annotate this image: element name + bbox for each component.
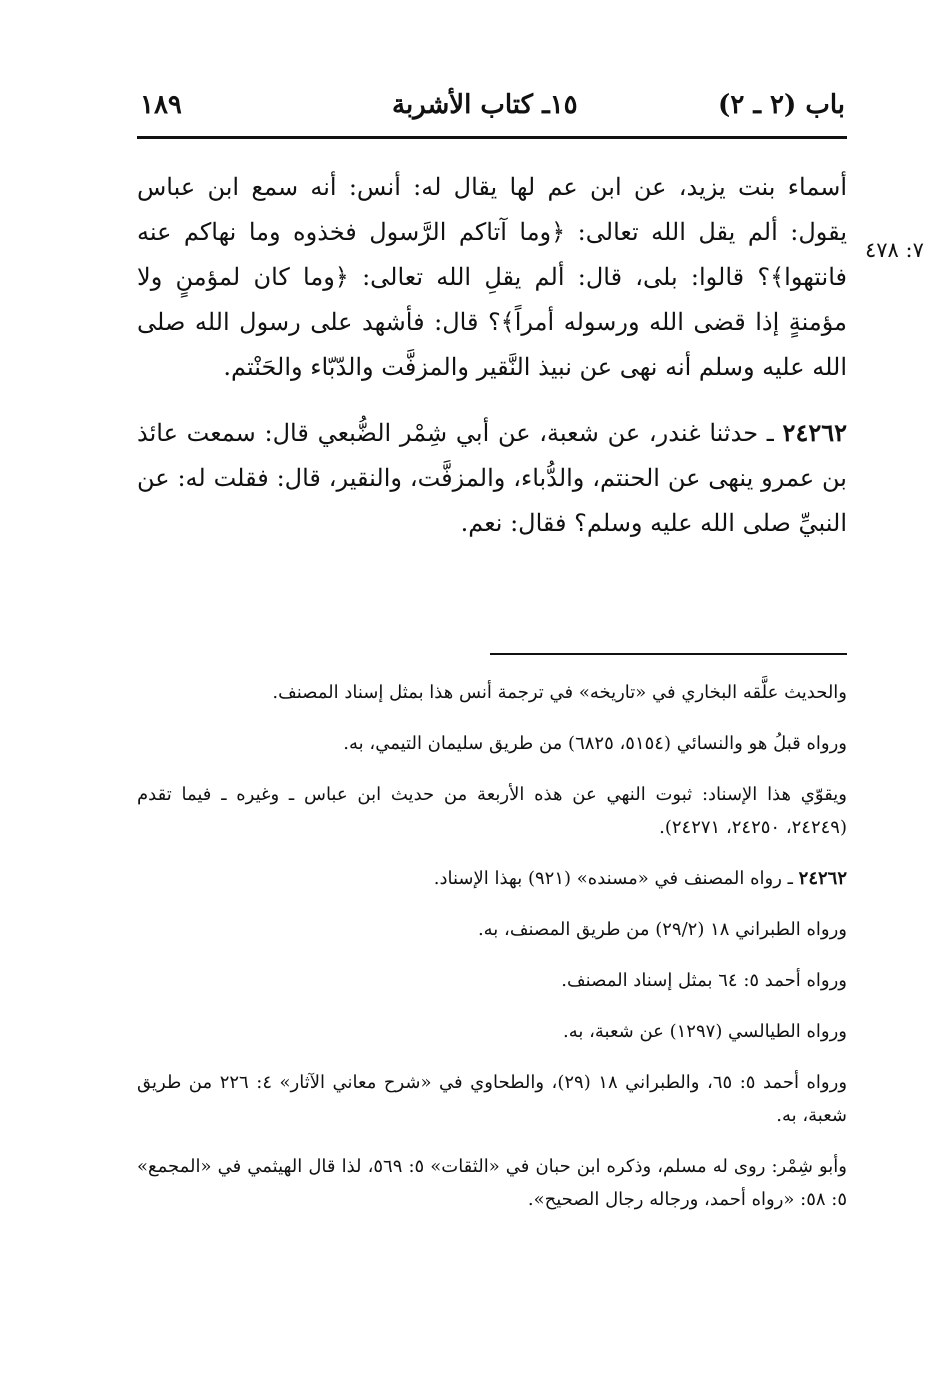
- footnote-paragraph: ورواه الطبراني ١٨ (٢٩/٢) من طريق المصنف، به.: [477, 919, 847, 940]
- footnote-paragraph: والحديث علَّقه البخاري في «تاريخه» في ترجمة أنس هذا بمثل إسناد المصنف.: [272, 682, 847, 703]
- footnote-paragraph: ويقوّي هذا الإسناد: ثبوت النهي عن هذه الأربعة من حديث ابن عباس ـ وغيره ـ فيما تقدم (٢٤٢٤٩، ٢٤٢٥٠، ٢٤٢٧١).: [137, 784, 847, 838]
- text-line: أسماء بنت يزيد، عن ابن عم لها يقال له: أنس: أنه سمع ابن عباس: [137, 173, 847, 201]
- chapter-heading: باب (٢ ـ ٢): [718, 90, 845, 120]
- page-number: ١٨٩: [140, 90, 182, 120]
- footnote-hadith-number: ٢٤٢٦٢: [798, 868, 847, 889]
- footnote-paragraph: وأبو شِمْر: روى له مسلم، وذكره ابن حبان في «الثقات» ٥: ٥٦٩، لذا قال الهيثمي في «المجمع» ٥: ٥٨: «رواه أحمد، ورجاله رجال الصحيح».: [137, 1156, 847, 1210]
- footnotes: [137, 676, 847, 1234]
- cross-reference-margin: ٧: ٤٧٨: [865, 238, 924, 262]
- text-line: سمعت عائذ بن عمرو ينهى عن الحنتم، والدُّباء، والمزفَّت، والنقير،: [137, 419, 847, 492]
- footnote-paragraph: [137, 862, 847, 895]
- text-line: مؤمنةٍ إذا قضى الله ورسوله أمراً﴾؟ قال: فأشهد على رسول الله صلى الله: [137, 308, 847, 381]
- footnote-paragraph: ورواه أحمد ٥: ٦٤ بمثل إسناد المصنف.: [561, 970, 847, 991]
- footnote-paragraph: ورواه أحمد ٥: ٦٥، والطبراني ١٨ (٢٩)، والطحاوي في «شرح معاني الآثار» ٤: ٢٢٦ من طريق شعبة، به.: [137, 1072, 848, 1126]
- hadith-24262-text: [137, 410, 847, 546]
- header-divider: [137, 136, 847, 139]
- text-line: ـ حدثنا غندر، عن شعبة، عن أبي شِمْر الضُّبعي قال:: [264, 419, 783, 447]
- text-line: قال: فقلت له: عن النبيِّ صلى الله عليه وسلم؟ فقال: نعم.: [137, 464, 847, 537]
- text-line: فانتهوا﴾؟ قالوا: بلى، قال: ألم يقلِ الله تعالى: ﴿وما كان لمؤمنٍ ولا: [137, 263, 848, 291]
- text-line: يقول: ألم يقل الله تعالى: ﴿وما آتاكم الرَّسول فخذوه وما نهاكم عنه: [137, 218, 847, 246]
- hadith-number: ٢٤٢٦٢: [782, 418, 847, 447]
- footnote-paragraph: ورواه قبلُ هو والنسائي (٥١٥٤، ٦٨٢٥) من طريق سليمان التيمي، به.: [343, 733, 847, 754]
- hadith-prev-text: [137, 165, 847, 390]
- footnote-paragraph: ورواه الطيالسي (١٢٩٧) عن شعبة، به.: [562, 1021, 847, 1042]
- book-title: ١٥ـ كتاب الأشربة: [392, 90, 578, 120]
- footnote-text: ـ رواه المصنف في «مسنده» (٩٢١) بهذا الإسناد.: [433, 868, 799, 889]
- footnote-divider: [490, 653, 847, 655]
- text-line: عليه وسلم أنه نهى عن نبيذ النَّقير والمزفَّت والدّبّاء والحَنْتم.: [223, 353, 805, 381]
- main-text: [137, 165, 847, 546]
